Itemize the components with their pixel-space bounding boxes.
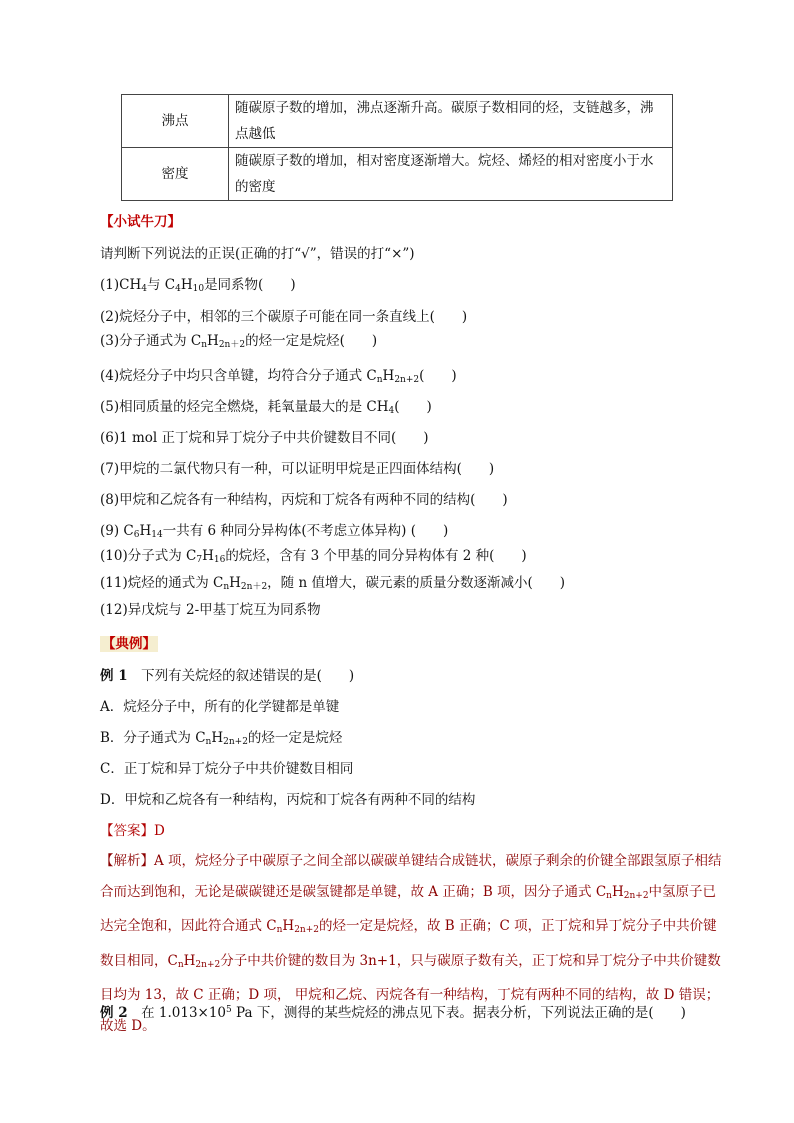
quiz-item-1: $(1)CH_4$与 $C_4H_{10}$是同系物( ) — [100, 277, 296, 294]
properties-table — [121, 94, 673, 201]
quiz-item-10: (10)分子式为 $C_7H_{16}$的烷烃，含有 3 个甲基的同分异构体有 2 种( ) — [100, 548, 527, 565]
example-heading: 【典例】 — [102, 636, 156, 652]
row-text: 随碳原子数的增加，相对密度逐渐增大。烷烃、烯烃的相对密度小于水的密度 — [229, 148, 673, 201]
option-d: D．甲烷和乙烷各有一种结构，丙烷和丁烷各有两种不同的结构 — [100, 792, 476, 808]
option-b: B．分子通式为 $C_nH_{2n+2}$的烃一定是烷烃 — [100, 730, 343, 747]
quiz-item-9: (9) $C_6H_{14}$一共有 6 种同分异构体(不考虑立体异构) ( ) — [100, 523, 449, 540]
table-row — [122, 148, 673, 201]
row-label: 密度 — [122, 148, 229, 201]
row-label: 沸点 — [122, 95, 229, 148]
quiz-item-11: (11)烷烃的通式为 $C_nH_{2n+2}$，随 n 值增大，碳元素的质量分数逐渐减小( ) — [100, 575, 565, 592]
quiz-instruction: 请判断下列说法的正误(正确的打“√”，错误的打“×”) — [100, 246, 415, 262]
quiz-heading: 【小试牛刀】 — [100, 214, 181, 230]
quiz-item-3: (3)分子通式为 $C_nH_{2n+2}$的烃一定是烷烃( ) — [100, 333, 378, 350]
quiz-item-2: (2)烷烃分子中，相邻的三个碳原子可能在同一条直线上( ) — [100, 309, 468, 325]
option-a: A．烷烃分子中，所有的化学键都是单键 — [100, 699, 340, 715]
quiz-item-6: (6)1 mol 正丁烷和异丁烷分子中共价键数目不同( ) — [100, 430, 429, 446]
quiz-item-12: (12)异戊烷与 2-甲基丁烷互为同系物 — [100, 602, 321, 618]
quiz-item-7: (7)甲烷的二氯代物只有一种，可以证明甲烷是正四面体结构( ) — [100, 461, 495, 477]
quiz-item-8: (8)甲烷和乙烷各有一种结构，丙烷和丁烷各有两种不同的结构( ) — [100, 492, 508, 508]
row-text: 随碳原子数的增加，沸点逐渐升高。碳原子数相同的烃，支链越多，沸点越低 — [229, 95, 673, 148]
example-1-question: 例 1 下列有关烷烃的叙述错误的是( ) — [100, 668, 355, 684]
table-row — [122, 95, 673, 148]
answer-line: 【答案】D — [100, 823, 165, 839]
quiz-item-5: (5)相同质量的烃完全燃烧，耗氧量最大的是 $CH_4$( ) — [100, 399, 432, 416]
analysis-paragraph: 【解析】A 项，烷烃分子中碳原子之间全部以碳碳单键结合成链状，碳原子剩余的价键全部跟氢原子相结合而达到饱和，无论是碳碳键还是碳氢键都是单键，故 A 正确；B 项，因分子通式 $C_nH_{2n+2}$中氢原子已达完全饱和，因此符合通式 $C_nH_{2n+2}$的烃一定是烷烃，故 B 正确；C 项，正丁烷和异丁烷分子中共价键数目相同，$C_nH_{2n+2}$分子中共价键的数目为 3n+1，只与碳原子数有关，正丁烷和异丁烷分子中共价键数目均为 13，故 C 正确；D 项， 甲烷和乙烷、丙烷各有一种结构，丁烷有两种不同的结构，故 D 错误；故选 D。 — [100, 853, 722, 1034]
quiz-item-4: (4)烷烃分子中均只含单键，均符合分子通式 $C_nH_{2n+2}$( ) — [100, 368, 457, 385]
option-c: C．正丁烷和异丁烷分子中共价键数目相同 — [100, 761, 354, 777]
example-2-question: 例 2 在 $1.013\times 10^5$ Pa 下，测得的某些烷烃的沸点见下表。据表分析，下列说法正确的是( ) — [100, 1005, 686, 1021]
